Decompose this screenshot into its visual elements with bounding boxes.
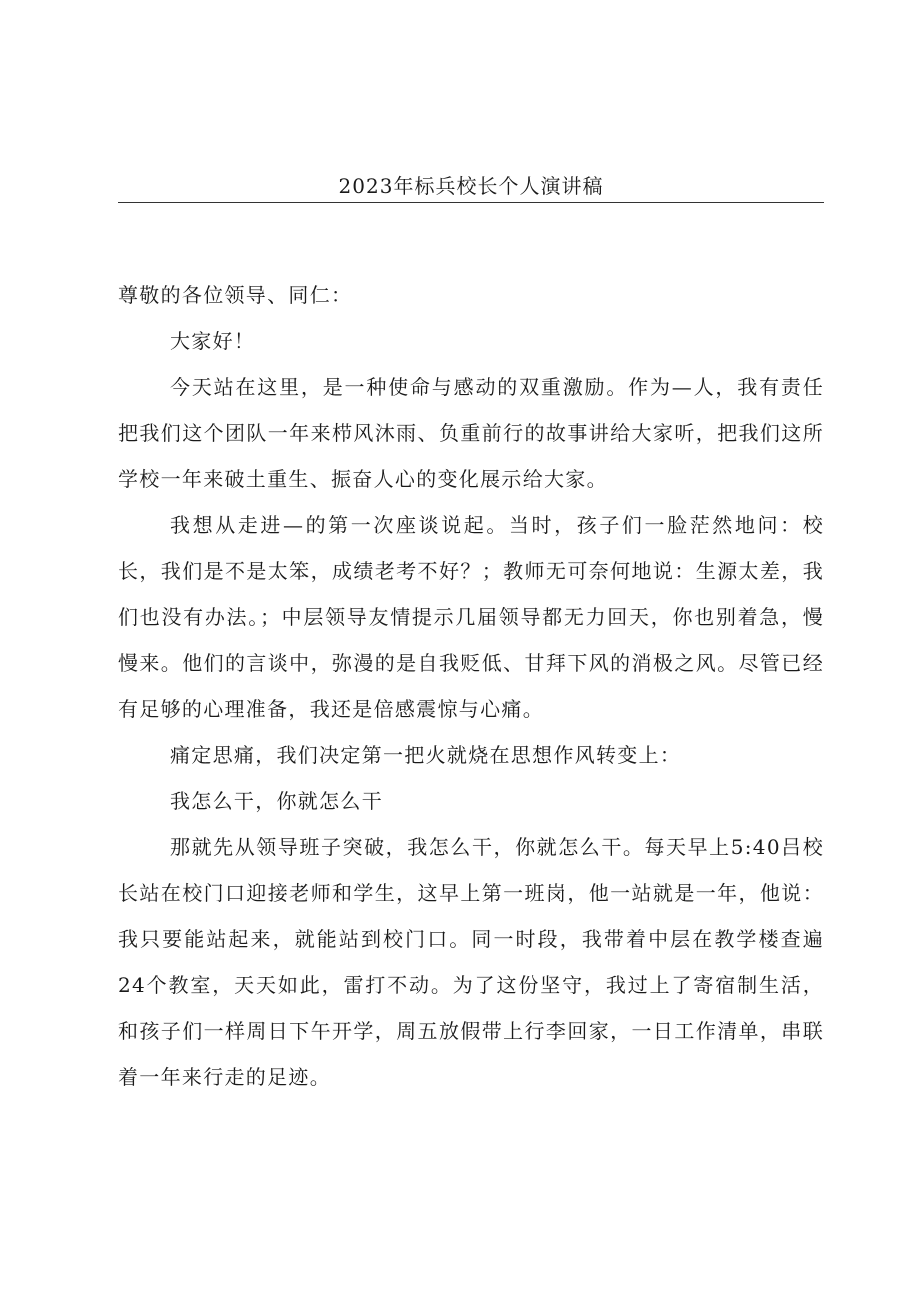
paragraph-decision: 痛定思痛，我们决定第一把火就烧在思想作风转变上：	[170, 743, 682, 767]
paragraph-leadership: 那就先从领导班子突破，我怎么干，你就怎么干。每天早上5:40吕校长站在校门口迎接老师和学生，这早上第一班岗，他一站就是一年，他说：我只要能站起来，就能站到校门口。同一时段，我带着中层在教学楼查遍24个教室，天天如此，雷打不动。为了这份坚守，我过上了寄宿制生活，和孩子们一样周日下午开学，周五放假带上行李回家，一日工作清单，串联着一年来行走的足迹。	[118, 835, 824, 1089]
salutation: 尊敬的各位领导、同仁：	[118, 283, 353, 307]
title-underline	[118, 202, 824, 203]
paragraph-greeting: 大家好！	[170, 329, 256, 353]
document-body	[118, 272, 824, 1100]
paragraph-subheading: 我怎么干，你就怎么干	[170, 789, 383, 813]
document-title: 2023年标兵校长个人演讲稿	[338, 174, 604, 198]
paragraph-first-meeting: 我想从走进—的第一次座谈说起。当时，孩子们一脸茫然地问：校长，我们是不是太笨，成绩老考不好？；教师无可奈何地说：生源太差，我们也没有办法。；中层领导友情提示几届领导都无力回天，你也别着急，慢慢来。他们的言谈中，弥漫的是自我贬低、甘拜下风的消极之风。尽管已经有足够的心理准备，我还是倍感震惊与心痛。	[118, 513, 824, 721]
paragraph-intro: 今天站在这里，是一种使命与感动的双重激励。作为—人，我有责任把我们这个团队一年来栉风沐雨、负重前行的故事讲给大家听，把我们这所学校一年来破土重生、振奋人心的变化展示给大家。	[118, 375, 824, 491]
